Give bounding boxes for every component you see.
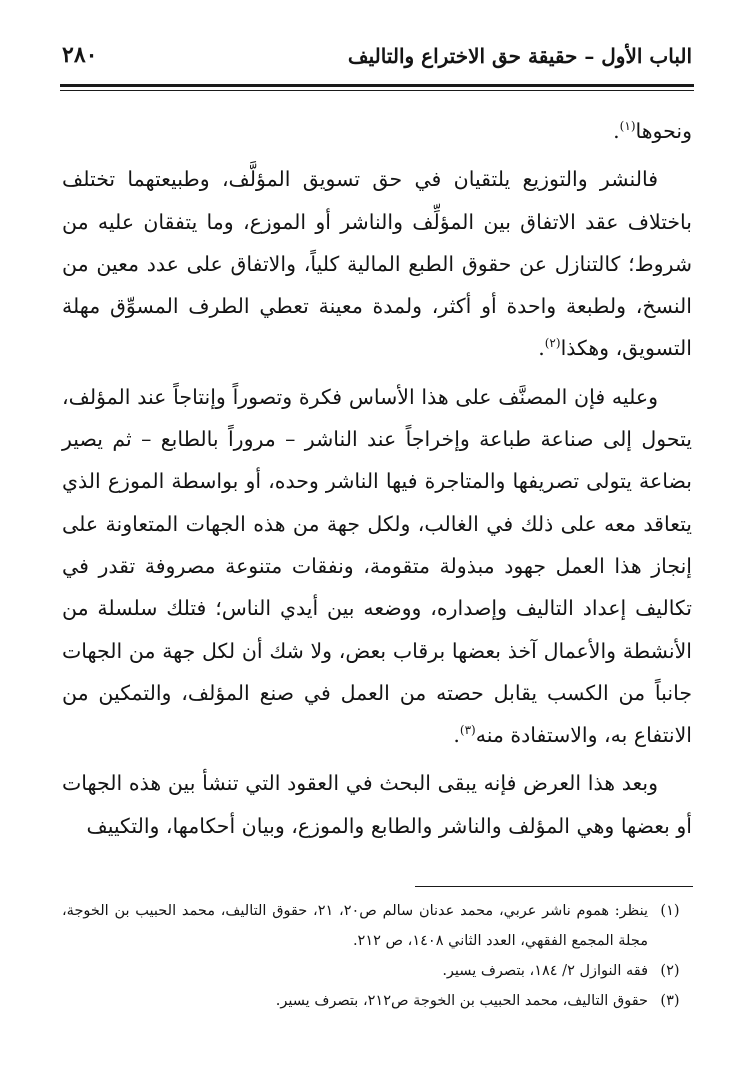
- paragraph: [62, 376, 692, 757]
- paragraph: [62, 158, 692, 369]
- paragraph-text: ونحوها: [635, 119, 692, 143]
- page-header: [62, 40, 692, 76]
- footnote-text: فقه النوازل ٢/ ١٨٤، بتصرف يسير.: [442, 963, 648, 979]
- footnote-text: ينظر: هموم ناشر عربي، محمد عدنان سالم ص٢٠، ٢١، حقوق التاليف، محمد الحبيب بن الخوجة، مجلة المجمع الفقهي، العدد الثاني ١٤٠٨، ص ٢١٢.: [62, 903, 648, 949]
- running-title: الباب الأول – حقيقة حق الاختراع والتاليف: [347, 44, 692, 68]
- footnote: [62, 986, 692, 1016]
- page-number: ٢٨٠: [62, 42, 98, 68]
- footnote-ref: (٢): [544, 336, 561, 351]
- footnote-ref: (٣): [459, 723, 476, 738]
- header-rule-thick: [60, 84, 694, 87]
- footnote-text: حقوق التاليف، محمد الحبيب بن الخوجة ص٢١٢، بتصرف يسير.: [275, 993, 648, 1009]
- footnote-number: (١): [660, 903, 680, 919]
- footnotes: [62, 896, 692, 1016]
- footnote: [62, 956, 692, 986]
- paragraph-text: وعليه فإن المصنَّف على هذا الأساس فكرة وتصوراً وإنتاجاً عند المؤلف، يتحول إلى صناعة طباعة وإخراجاً عند الناشر – مروراً بالطابع – ثم يصير بضاعة يتولى تصريفها والمتاجرة فيها الناشر وحده، أو بواسطة الموزع الذي يتعاقد معه على ذلك في الغالب، ولكل جهة من هذه الجهات المتعاونة على إنجاز هذا العمل جهود مبذولة متقومة، ونفقات متنوعة مصروفة تقدر في تكاليف إعداد التاليف وإصداره، ووضعه بين أيدي الناس؛ فتلك سلسلة من الأنشطة والأعمال آخذ بعضها برقاب بعض، ولا شك أن لكل جهة من الجهات جانباً من الكسب يقابل حصته من العمل في صنع المؤلف، والتمكين من الانتفاع به، والاستفادة منه: [62, 384, 692, 748]
- header-rule-thin: [60, 90, 694, 91]
- paragraph: [62, 762, 692, 847]
- footnote-separator: [415, 886, 693, 887]
- footnote-ref: (١): [619, 119, 636, 134]
- paragraph-end: .: [538, 336, 545, 361]
- paragraph: [62, 110, 692, 152]
- paragraph-end: .: [613, 119, 620, 143]
- footnote-number: (٢): [660, 963, 680, 979]
- main-text: [62, 110, 692, 847]
- paragraph-text: فالنشر والتوزيع يلتقيان في حق تسويق المؤلَّف، وطبيعتهما تختلف باختلاف عقد الاتفاق بين المؤلِّف والناشر أو الموزع، وما يتفقان عليه من شروط؛ كالتنازل عن حقوق الطبع المالية كلياً، والاتفاق على عدد معين من النسخ، ولطبعة واحدة أو أكثر، ولمدة معينة تعطي الطرف المسوِّق مهلة التسويق، وهكذا: [62, 167, 692, 361]
- paragraph-text: وبعد هذا العرض فإنه يبقى البحث في العقود التي تنشأ بين هذه الجهات أو بعضها وهي المؤلف والناشر والطابع والموزع، وبيان أحكامها، والتكييف: [62, 771, 692, 838]
- footnote-number: (٣): [660, 993, 680, 1009]
- footnote: [62, 896, 692, 956]
- paragraph-end: .: [453, 723, 460, 748]
